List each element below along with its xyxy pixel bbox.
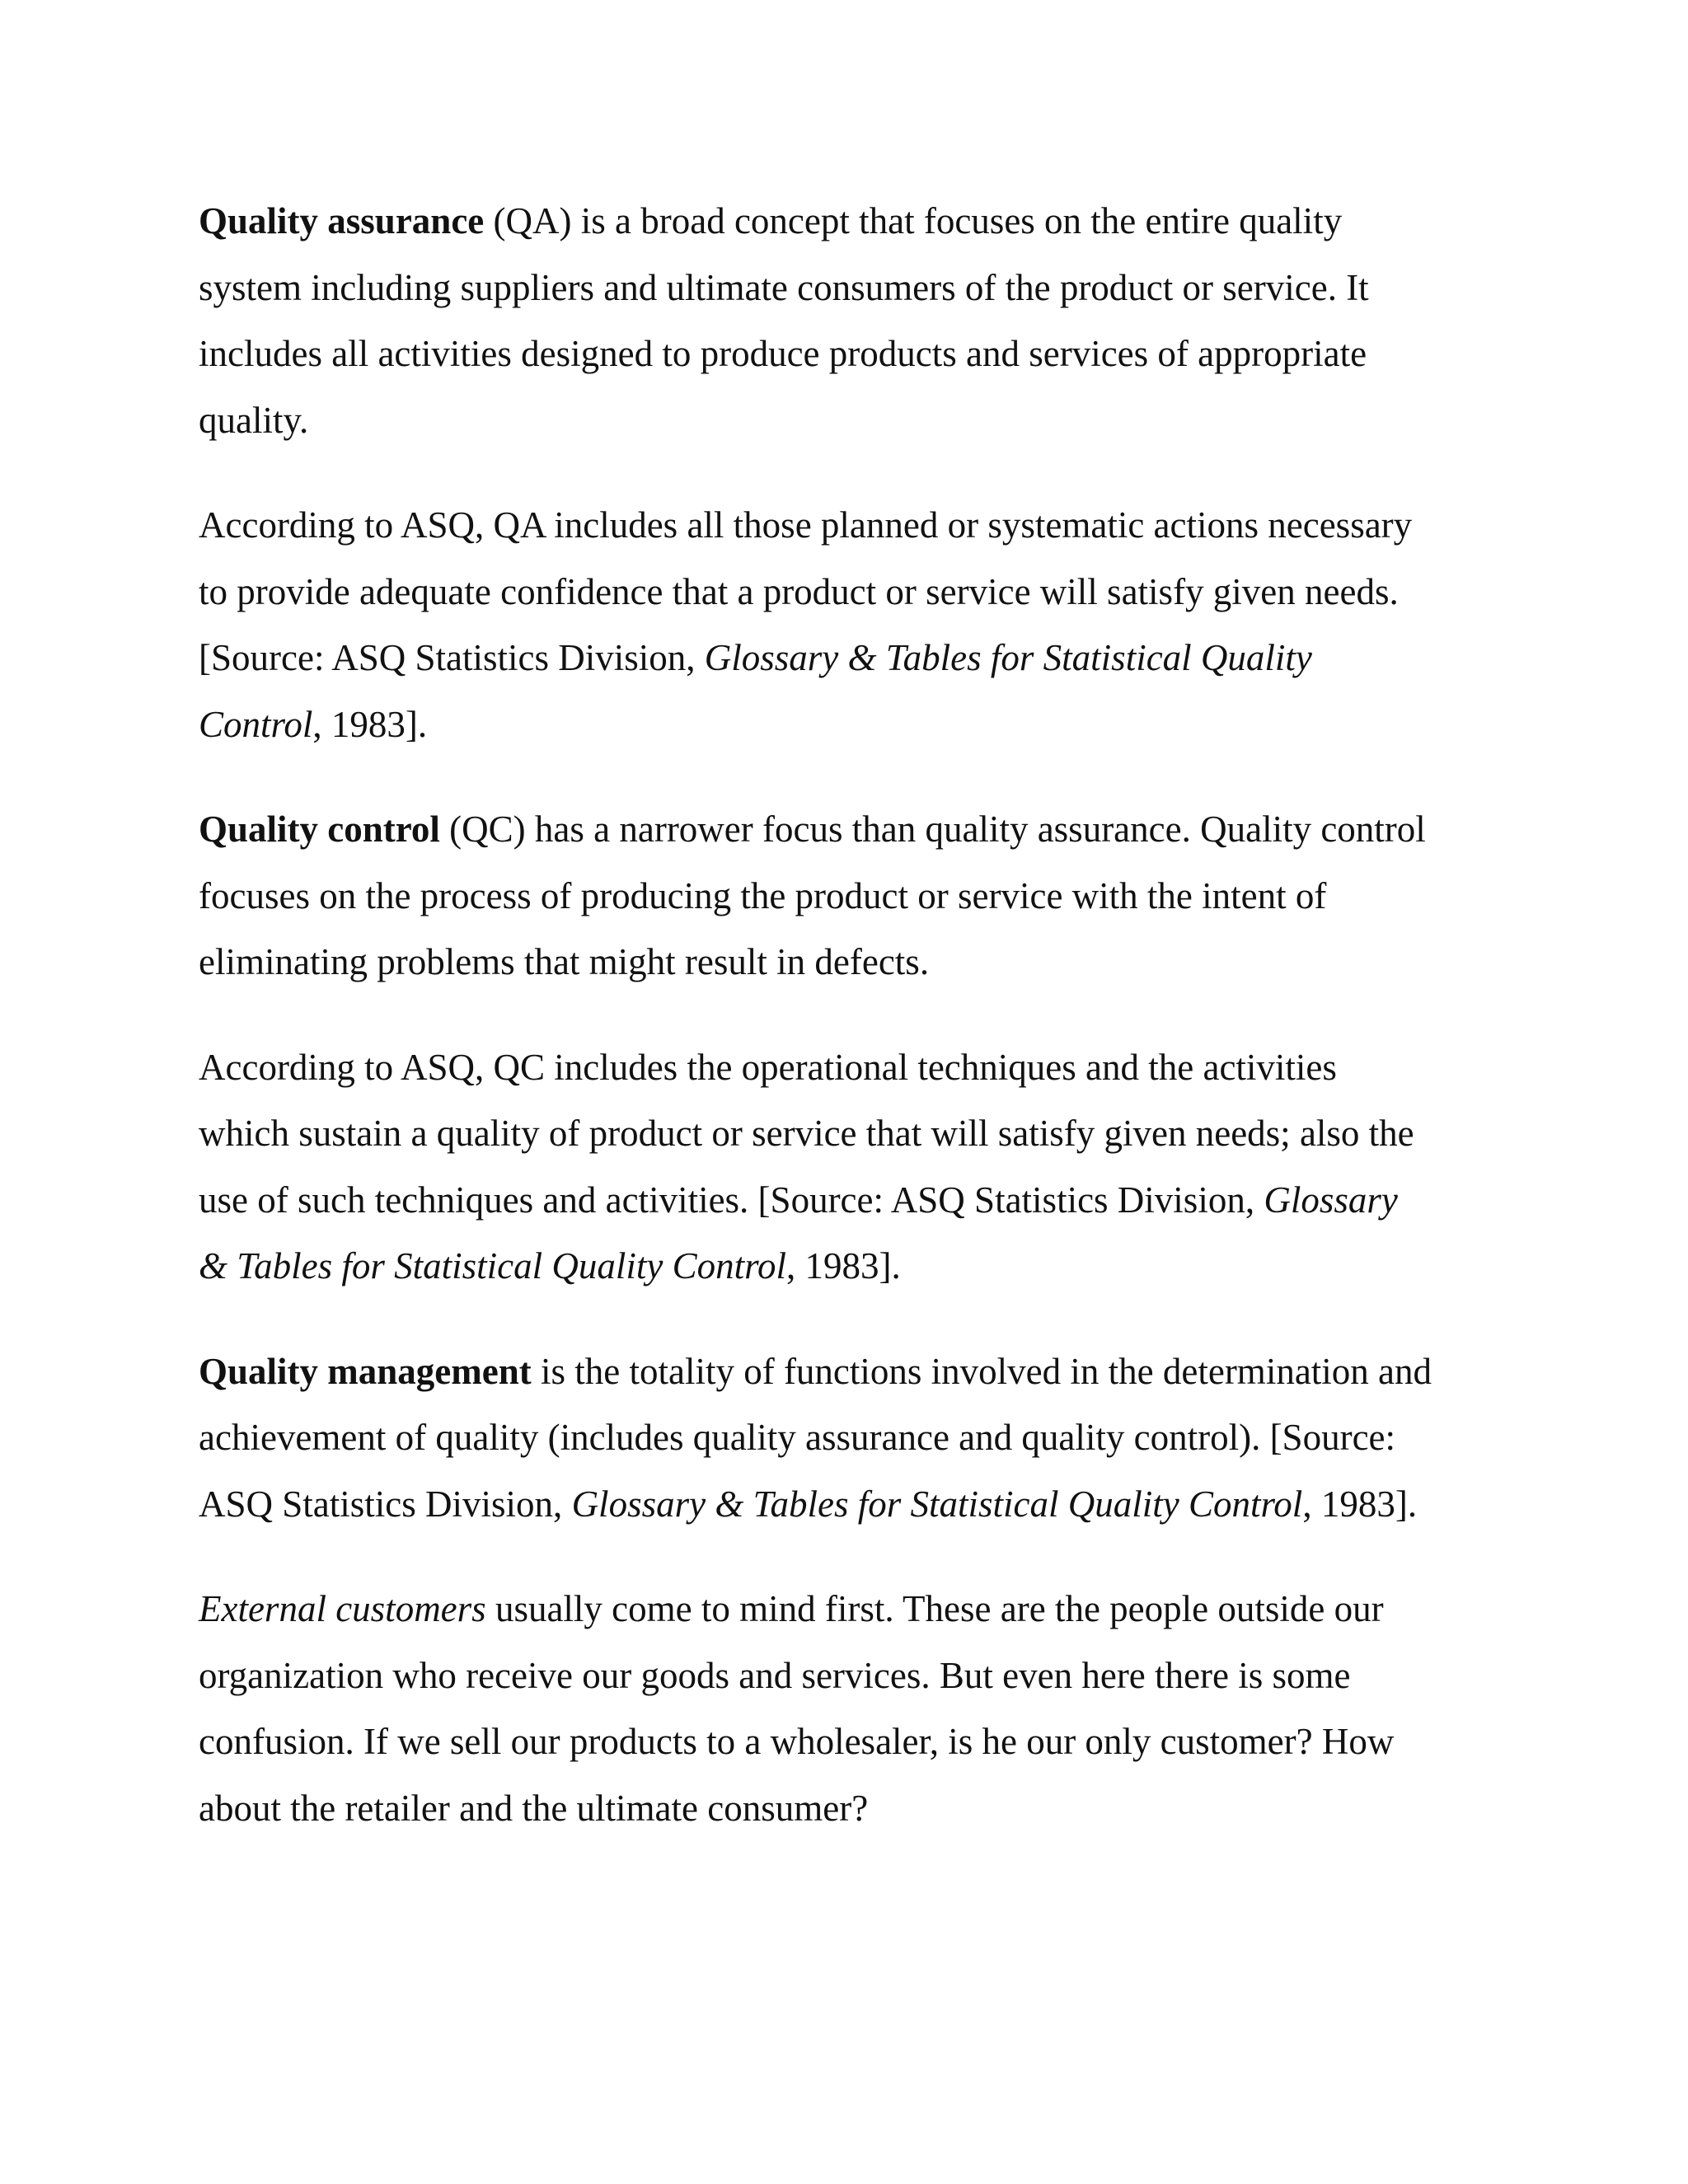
text-run: , 1983]. [312,703,428,745]
text-run: , 1983]. [786,1245,901,1286]
paragraph-quality-control [199,796,1501,996]
text-run: Glossary & Tables for Statistical Quality [704,637,1312,678]
text-run: Glossary & Tables for Statistical Quality Control [571,1483,1303,1525]
text-run: Quality control [199,808,440,850]
text-run: includes all activities designed to produce products and services of appropriate [199,333,1367,374]
text-run: [Source: ASQ Statistics Division, [199,637,705,678]
paragraph-external-customers [199,1576,1501,1841]
paragraph-quality-assurance [199,188,1501,453]
text-run: ASQ Statistics Division, [199,1483,572,1525]
text-run: organization who receive our goods and services. But even here there is some [199,1654,1351,1696]
text-run: Quality management [199,1350,532,1392]
text-run: According to ASQ, QA includes all those planned or systematic actions necessary [199,504,1413,546]
text-run: , 1983]. [1302,1483,1418,1525]
text-run: use of such techniques and activities. [Source: ASQ Statistics Division, [199,1179,1264,1221]
text-run: about the retailer and the ultimate consumer? [199,1787,869,1829]
text-run: usually come to mind first. These are the people outside our [485,1588,1384,1629]
text-run: Glossary [1264,1179,1398,1221]
text-run: (QA) is a broad concept that focuses on the entire quality [484,200,1343,241]
text-run: confusion. If we sell our products to a wholesaler, is he our only customer? How [199,1721,1395,1762]
text-run: (QC) has a narrower focus than quality assurance. Quality control [439,808,1426,850]
text-run: Quality assurance [199,200,485,241]
text-run: focuses on the process of producing the product or service with the intent of [199,874,1327,916]
text-run: quality. [199,399,309,441]
text-run: According to ASQ, QC includes the operational techniques and the activities [199,1046,1337,1088]
text-run: External customers [199,1588,486,1629]
paragraph-asq-qc-definition [199,1034,1501,1300]
paragraph-quality-management [199,1338,1501,1538]
text-run: is the totality of functions involved in the determination and [531,1350,1432,1392]
document-body [199,188,1501,1841]
paragraph-asq-qa-definition [199,492,1501,757]
text-run: eliminating problems that might result in defects. [199,941,930,982]
text-run: to provide adequate confidence that a product or service will satisfy given needs. [199,570,1399,612]
text-run: which sustain a quality of product or service that will satisfy given needs; also the [199,1113,1414,1154]
text-run: system including suppliers and ultimate consumers of the product or service. It [199,266,1369,308]
text-run: & Tables for Statistical Quality Control [199,1245,786,1286]
text-run: Control [199,703,313,745]
text-run: achievement of quality (includes quality assurance and quality control). [Source: [199,1417,1396,1458]
